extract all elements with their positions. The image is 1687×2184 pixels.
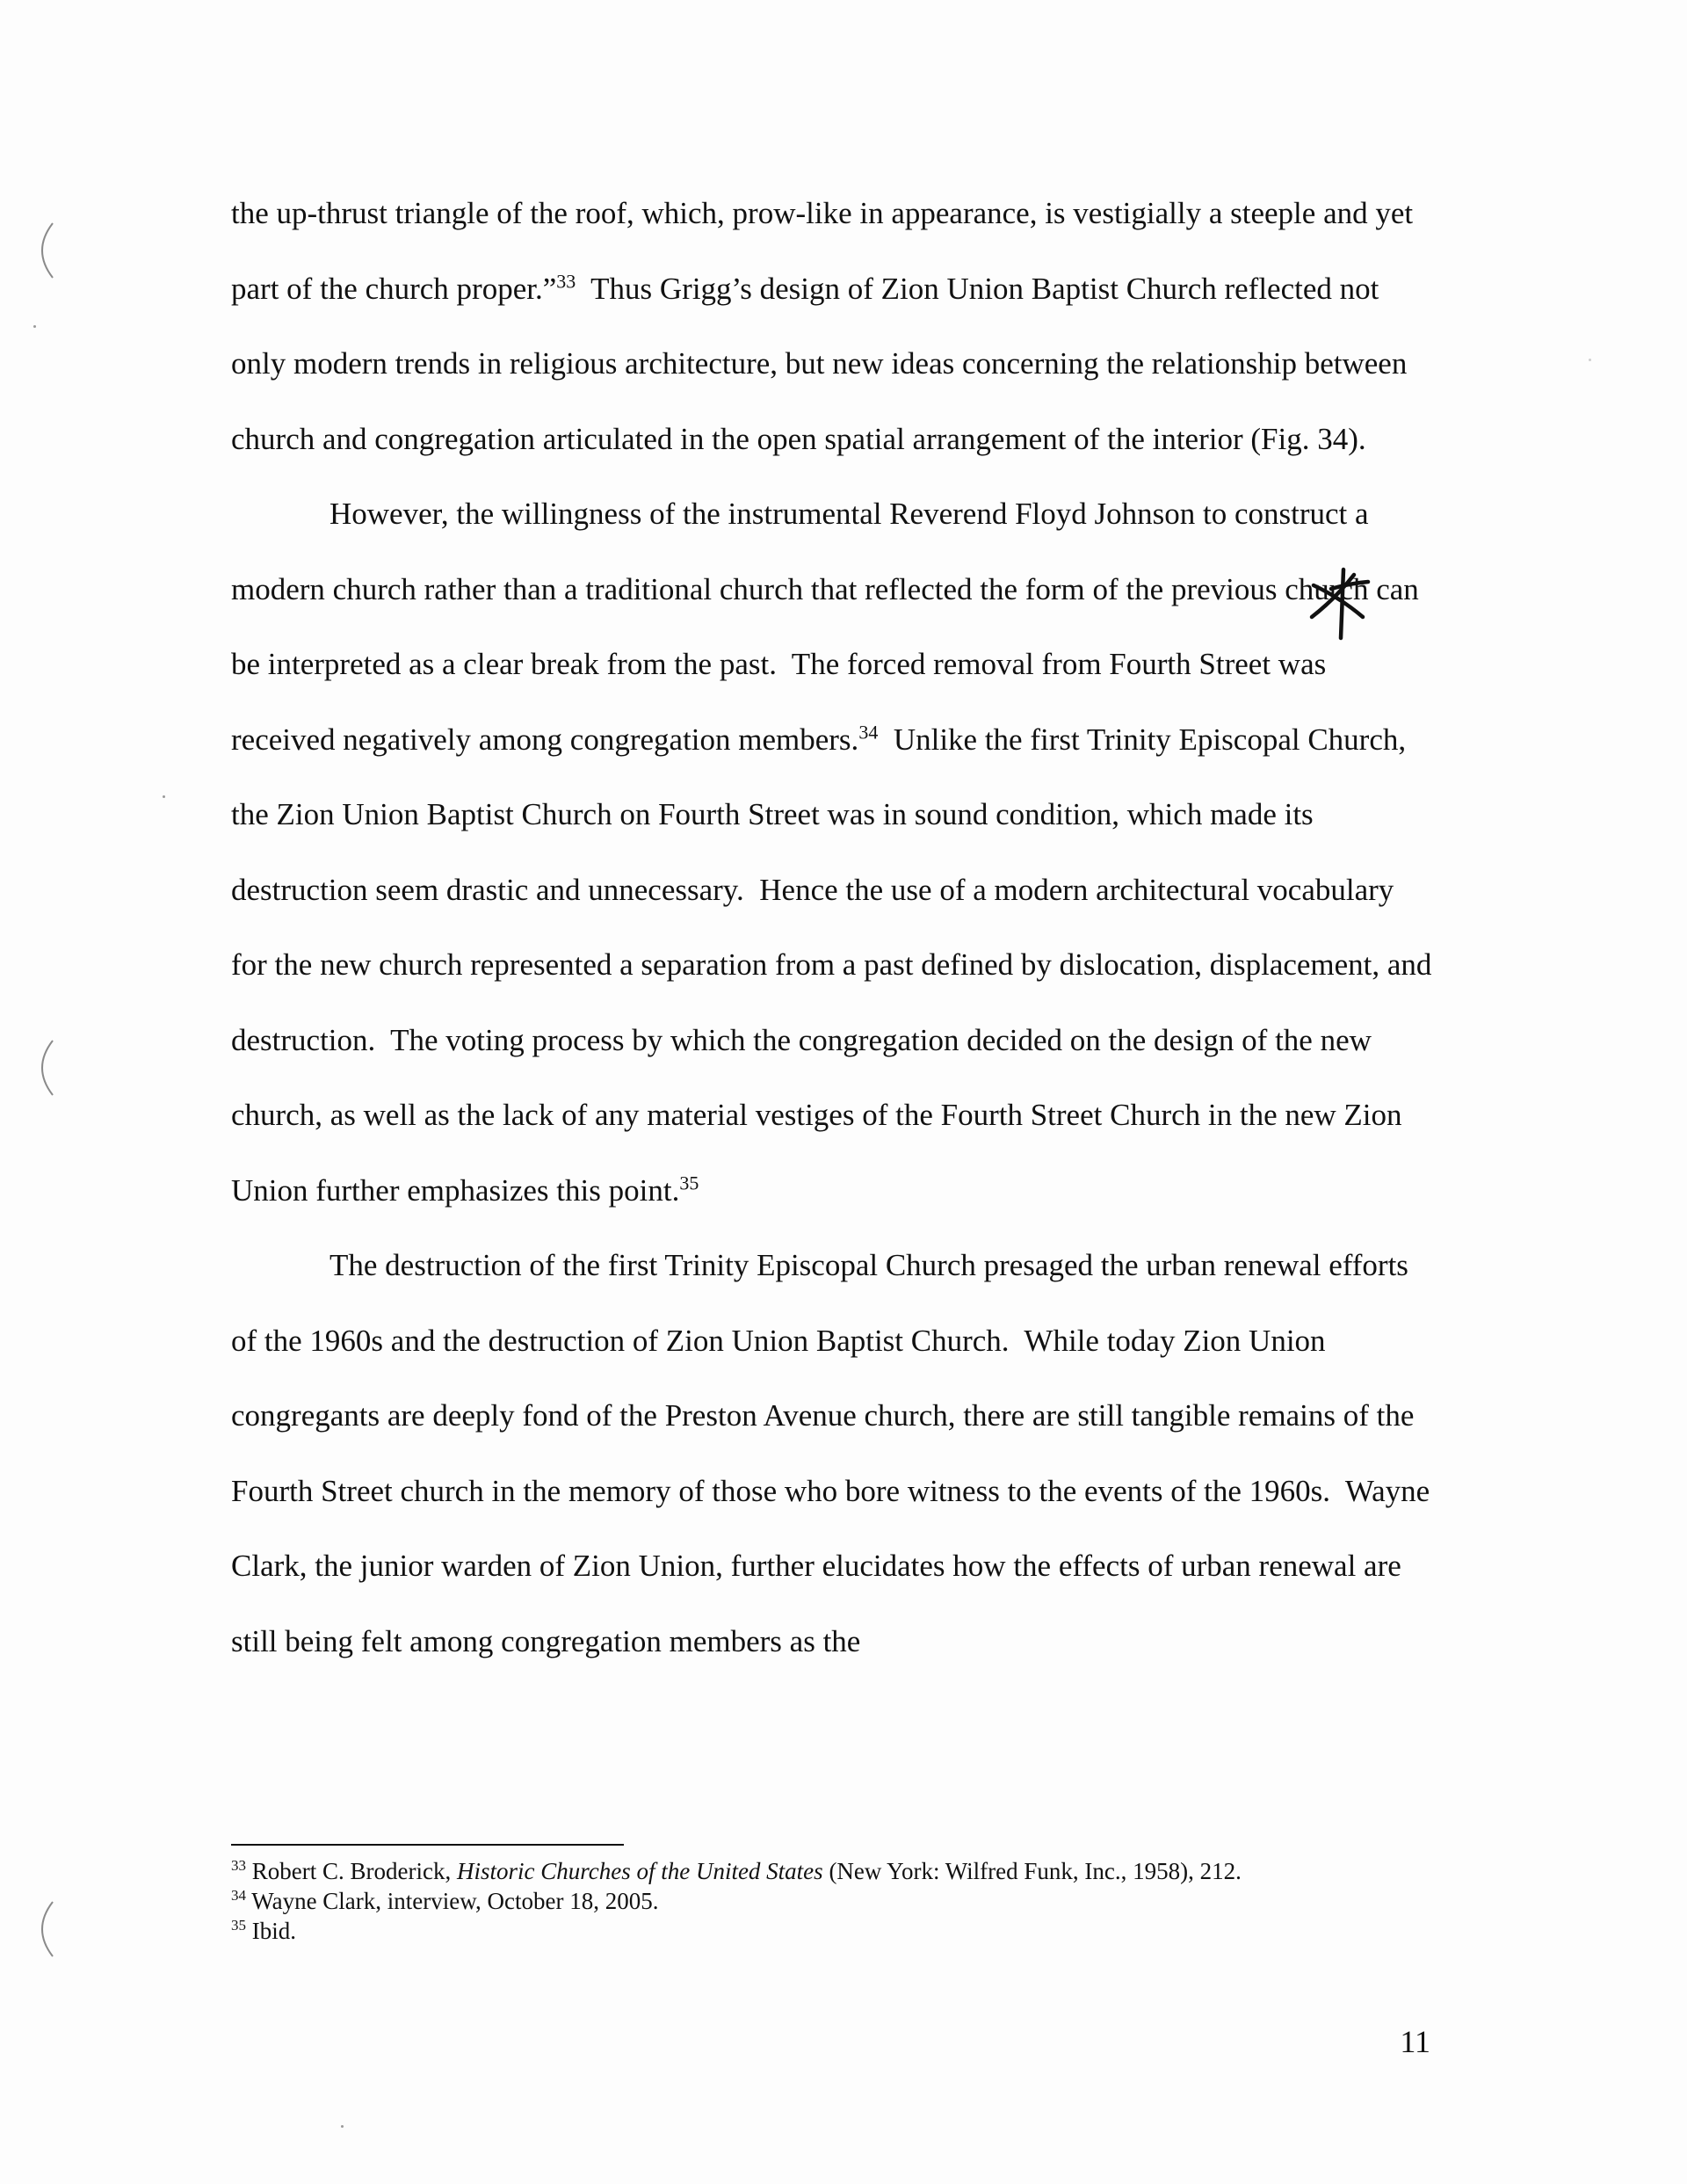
footnote-reference: 34	[858, 720, 879, 743]
paragraph-text: Unlike the first Trinity Episcopal Church, the Zion Union Baptist Church on Fourth Street was in sound condition, which made its destruction seem drastic and unnecessary. Hence the use of a modern architectural vocabulary for the new church represented a separation from a past defined by dislocation, displacement, and destruction. The voting process by which the congregation decided on the design of the new church, as well as the lack of any material vestiges of the Fourth Street Church in the new Zion Union further emphasizes this point.	[231, 722, 1440, 1208]
footnote-33	[231, 1856, 1461, 1886]
punch-hole-arc-icon	[26, 1037, 62, 1099]
punch-hole-arc-icon	[26, 220, 62, 281]
footnote-text: Wayne Clark, interview, October 18, 2005.	[246, 1888, 659, 1914]
footnote-number: 35	[231, 1917, 246, 1934]
footnote-number: 33	[231, 1857, 246, 1874]
footnote-text: (New York: Wilfred Funk, Inc., 1958), 212.	[822, 1858, 1242, 1884]
handwritten-asterisk-icon	[1305, 562, 1375, 642]
scan-speck	[33, 325, 36, 328]
scan-speck	[163, 795, 165, 798]
footnote-35	[231, 1916, 1461, 1946]
paragraph-text: Thus Grigg’s design of Zion Union Baptist Church reflected not only modern trends in religious architecture, but new ideas concerning the relationship between church and congregation articulated in the open spatial arrangement of the interior (Fig. 34).	[231, 271, 1415, 456]
paragraph-text: the up-thrust triangle of the roof, which, prow-like in appearance, is vestigially a steeple and yet part of the church proper.”	[231, 196, 1421, 306]
footnote-number: 34	[231, 1887, 246, 1904]
punch-hole-arc-icon	[26, 1898, 62, 1960]
footnote-text: Robert C. Broderick,	[246, 1858, 457, 1884]
footnote-rule	[231, 1844, 624, 1846]
paragraph-text: The destruction of the first Trinity Episcopal Church presaged the urban renewal efforts of the 1960s and the destruction of Zion Union Baptist Church. While today Zion Union congregants are deeply fond of the Preston Avenue church, there are still tangible remains of the Fourth Street church in the memory of those who bore witness to the events of the 1960s. Wayne Clark, the junior warden of Zion Union, further elucidates how the effects of urban renewal are still being felt among congregation members as the	[231, 1248, 1437, 1658]
footnote-34	[231, 1886, 1461, 1916]
paragraph-3	[231, 1228, 1437, 1679]
footnote-text: Ibid.	[246, 1918, 296, 1944]
scan-speck	[341, 2125, 344, 2128]
paragraph-text: However, the willingness of the instrumental Reverend Floyd Johnson to construct a modern church rather than a traditional church that reflected the form of the previous church can be interpreted as a clear break from the past. The forced removal from Fourth Street was received negatively among congregation members.	[231, 497, 1427, 757]
paragraph-2	[231, 476, 1440, 1228]
footnote-reference: 35	[679, 1171, 699, 1194]
scan-speck	[1589, 359, 1591, 361]
paragraph-1	[231, 176, 1437, 476]
footnotes	[231, 1856, 1461, 1946]
footnote-title: Historic Churches of the United States	[456, 1858, 823, 1884]
page-number: 11	[1400, 2024, 1430, 2059]
body-text	[231, 176, 1440, 1679]
footnote-reference: 33	[556, 269, 576, 292]
